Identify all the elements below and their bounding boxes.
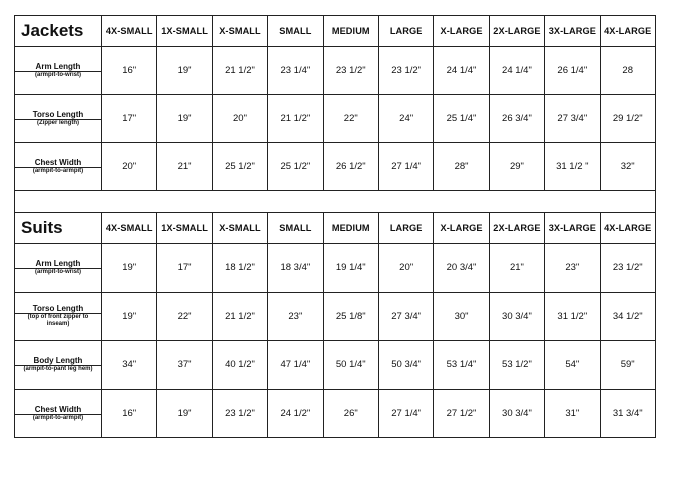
suits-size-header: X-SMALL bbox=[212, 213, 267, 244]
suits-size-header: X-LARGE bbox=[434, 213, 489, 244]
measurement-value: 19" bbox=[102, 244, 157, 293]
measurement-note: (armpit-to-armpit) bbox=[32, 414, 84, 421]
suits-title: Suits bbox=[15, 213, 102, 244]
measurement-label bbox=[15, 110, 101, 127]
measurement-value: 27 1/4" bbox=[378, 389, 433, 438]
measurement-name: Torso Length bbox=[15, 110, 101, 120]
measurement-value: 30 3/4" bbox=[489, 389, 544, 438]
measurement-value: 26 3/4" bbox=[489, 95, 544, 143]
measurement-name: Chest Width bbox=[15, 158, 101, 168]
measurement-label bbox=[15, 356, 101, 373]
measurement-value: 21" bbox=[489, 244, 544, 293]
jackets-measurement-row bbox=[15, 95, 656, 143]
measurement-value: 24 1/4" bbox=[434, 47, 489, 95]
measurement-value: 23 1/2" bbox=[323, 47, 378, 95]
jackets-measurement-row bbox=[15, 47, 656, 95]
measurement-value: 30" bbox=[434, 292, 489, 341]
jackets-size-header: X-LARGE bbox=[434, 16, 489, 47]
measurement-value: 59" bbox=[600, 341, 655, 390]
suits-measurement-row bbox=[15, 244, 656, 293]
measurement-value: 25 1/2" bbox=[268, 143, 323, 191]
measurement-value: 23 1/2" bbox=[378, 47, 433, 95]
jackets-size-header: 4X-SMALL bbox=[102, 16, 157, 47]
measurement-value: 50 1/4" bbox=[323, 341, 378, 390]
measurement-value: 34 1/2" bbox=[600, 292, 655, 341]
measurement-value: 27 1/2" bbox=[434, 389, 489, 438]
measurement-value: 32" bbox=[600, 143, 655, 191]
measurement-value: 17" bbox=[157, 244, 212, 293]
measurement-label-cell bbox=[15, 143, 102, 191]
suits-measurement-row bbox=[15, 341, 656, 390]
measurement-value: 20" bbox=[212, 95, 267, 143]
measurement-note: (armpit-to-armpit) bbox=[32, 168, 84, 175]
suits-size-header: 1X-SMALL bbox=[157, 213, 212, 244]
measurement-value: 23 1/2" bbox=[600, 244, 655, 293]
measurement-value: 31 1/2 " bbox=[545, 143, 600, 191]
jackets-size-header: 3X-LARGE bbox=[545, 16, 600, 47]
measurement-value: 24 1/2" bbox=[268, 389, 323, 438]
jackets-size-header: SMALL bbox=[268, 16, 323, 47]
measurement-label-cell bbox=[15, 389, 102, 438]
measurement-value: 25 1/2" bbox=[212, 143, 267, 191]
suits-measurement-row bbox=[15, 389, 656, 438]
suits-size-header: LARGE bbox=[378, 213, 433, 244]
measurement-value: 21 1/2" bbox=[212, 292, 267, 341]
measurement-value: 29 1/2" bbox=[600, 95, 655, 143]
measurement-label bbox=[15, 158, 101, 175]
suits-size-header: MEDIUM bbox=[323, 213, 378, 244]
measurement-value: 53 1/2" bbox=[489, 341, 544, 390]
measurement-value: 17" bbox=[102, 95, 157, 143]
measurement-value: 21" bbox=[157, 143, 212, 191]
measurement-value: 23 1/2" bbox=[212, 389, 267, 438]
measurement-value: 25 1/8" bbox=[323, 292, 378, 341]
measurement-value: 23 1/4" bbox=[268, 47, 323, 95]
suits-size-header: 3X-LARGE bbox=[545, 213, 600, 244]
measurement-label-cell bbox=[15, 341, 102, 390]
measurement-value: 28" bbox=[434, 143, 489, 191]
measurement-value: 31" bbox=[545, 389, 600, 438]
measurement-value: 27 3/4" bbox=[378, 292, 433, 341]
measurement-note: (armpit-to-wrist) bbox=[35, 72, 81, 79]
measurement-label bbox=[15, 405, 101, 422]
measurement-value: 16" bbox=[102, 389, 157, 438]
measurement-note: (Zipper length) bbox=[37, 120, 79, 127]
measurement-value: 26" bbox=[323, 389, 378, 438]
suits-header-row bbox=[15, 213, 656, 244]
measurement-value: 18 1/2" bbox=[212, 244, 267, 293]
measurement-value: 28 bbox=[600, 47, 655, 95]
suits-size-header: 4X-LARGE bbox=[600, 213, 655, 244]
measurement-value: 26 1/4" bbox=[545, 47, 600, 95]
jackets-size-header: 1X-SMALL bbox=[157, 16, 212, 47]
jackets-size-header: 2X-LARGE bbox=[489, 16, 544, 47]
measurement-note: (armpit-to-pant leg hem) bbox=[23, 366, 93, 373]
measurement-value: 23" bbox=[268, 292, 323, 341]
measurement-note: (top of front zipper to inseam) bbox=[27, 314, 89, 328]
size-chart bbox=[14, 15, 655, 438]
measurement-value: 50 3/4" bbox=[378, 341, 433, 390]
measurement-value: 27 3/4" bbox=[545, 95, 600, 143]
measurement-name: Body Length bbox=[15, 356, 101, 366]
measurement-value: 22" bbox=[157, 292, 212, 341]
measurement-value: 19 1/4" bbox=[323, 244, 378, 293]
measurement-value: 19" bbox=[157, 389, 212, 438]
measurement-value: 22" bbox=[323, 95, 378, 143]
jackets-measurement-row bbox=[15, 143, 656, 191]
measurement-value: 20 3/4" bbox=[434, 244, 489, 293]
jackets-header-row bbox=[15, 16, 656, 47]
measurement-value: 25 1/4" bbox=[434, 95, 489, 143]
measurement-value: 21 1/2" bbox=[212, 47, 267, 95]
suits-size-header: 4X-SMALL bbox=[102, 213, 157, 244]
jackets-size-header: X-SMALL bbox=[212, 16, 267, 47]
section-divider bbox=[15, 191, 656, 213]
measurement-value: 24 1/4" bbox=[489, 47, 544, 95]
measurement-label bbox=[15, 259, 101, 276]
jackets-title: Jackets bbox=[15, 16, 102, 47]
measurement-name: Arm Length bbox=[15, 62, 101, 72]
jackets-size-header: 4X-LARGE bbox=[600, 16, 655, 47]
measurement-value: 53 1/4" bbox=[434, 341, 489, 390]
suits-size-header: SMALL bbox=[268, 213, 323, 244]
measurement-value: 20" bbox=[378, 244, 433, 293]
jackets-size-header: MEDIUM bbox=[323, 16, 378, 47]
measurement-value: 27 1/4" bbox=[378, 143, 433, 191]
measurement-value: 23" bbox=[545, 244, 600, 293]
measurement-name: Chest Width bbox=[15, 405, 101, 415]
measurement-value: 31 3/4" bbox=[600, 389, 655, 438]
measurement-value: 18 3/4" bbox=[268, 244, 323, 293]
suits-size-header: 2X-LARGE bbox=[489, 213, 544, 244]
measurement-name: Torso Length bbox=[15, 304, 101, 314]
measurement-value: 16" bbox=[102, 47, 157, 95]
measurement-label-cell bbox=[15, 95, 102, 143]
measurement-value: 30 3/4" bbox=[489, 292, 544, 341]
measurement-label bbox=[15, 62, 101, 79]
measurement-name: Arm Length bbox=[15, 259, 101, 269]
measurement-value: 54" bbox=[545, 341, 600, 390]
measurement-label-cell bbox=[15, 244, 102, 293]
measurement-value: 29" bbox=[489, 143, 544, 191]
section-divider-cell bbox=[15, 191, 656, 213]
measurement-value: 47 1/4" bbox=[268, 341, 323, 390]
measurement-value: 24" bbox=[378, 95, 433, 143]
suits-measurement-row bbox=[15, 292, 656, 341]
measurement-value: 34" bbox=[102, 341, 157, 390]
measurement-value: 19" bbox=[157, 47, 212, 95]
jackets-size-header: LARGE bbox=[378, 16, 433, 47]
measurement-value: 20" bbox=[102, 143, 157, 191]
measurement-value: 40 1/2" bbox=[212, 341, 267, 390]
measurement-value: 26 1/2" bbox=[323, 143, 378, 191]
measurement-value: 19" bbox=[157, 95, 212, 143]
measurement-label-cell bbox=[15, 47, 102, 95]
measurement-value: 31 1/2" bbox=[545, 292, 600, 341]
measurement-value: 21 1/2" bbox=[268, 95, 323, 143]
size-chart-table bbox=[14, 15, 656, 438]
measurement-note: (armpit-to-wrist) bbox=[35, 269, 81, 276]
measurement-label-cell bbox=[15, 292, 102, 341]
measurement-label bbox=[15, 304, 101, 328]
measurement-value: 19" bbox=[102, 292, 157, 341]
measurement-value: 37" bbox=[157, 341, 212, 390]
